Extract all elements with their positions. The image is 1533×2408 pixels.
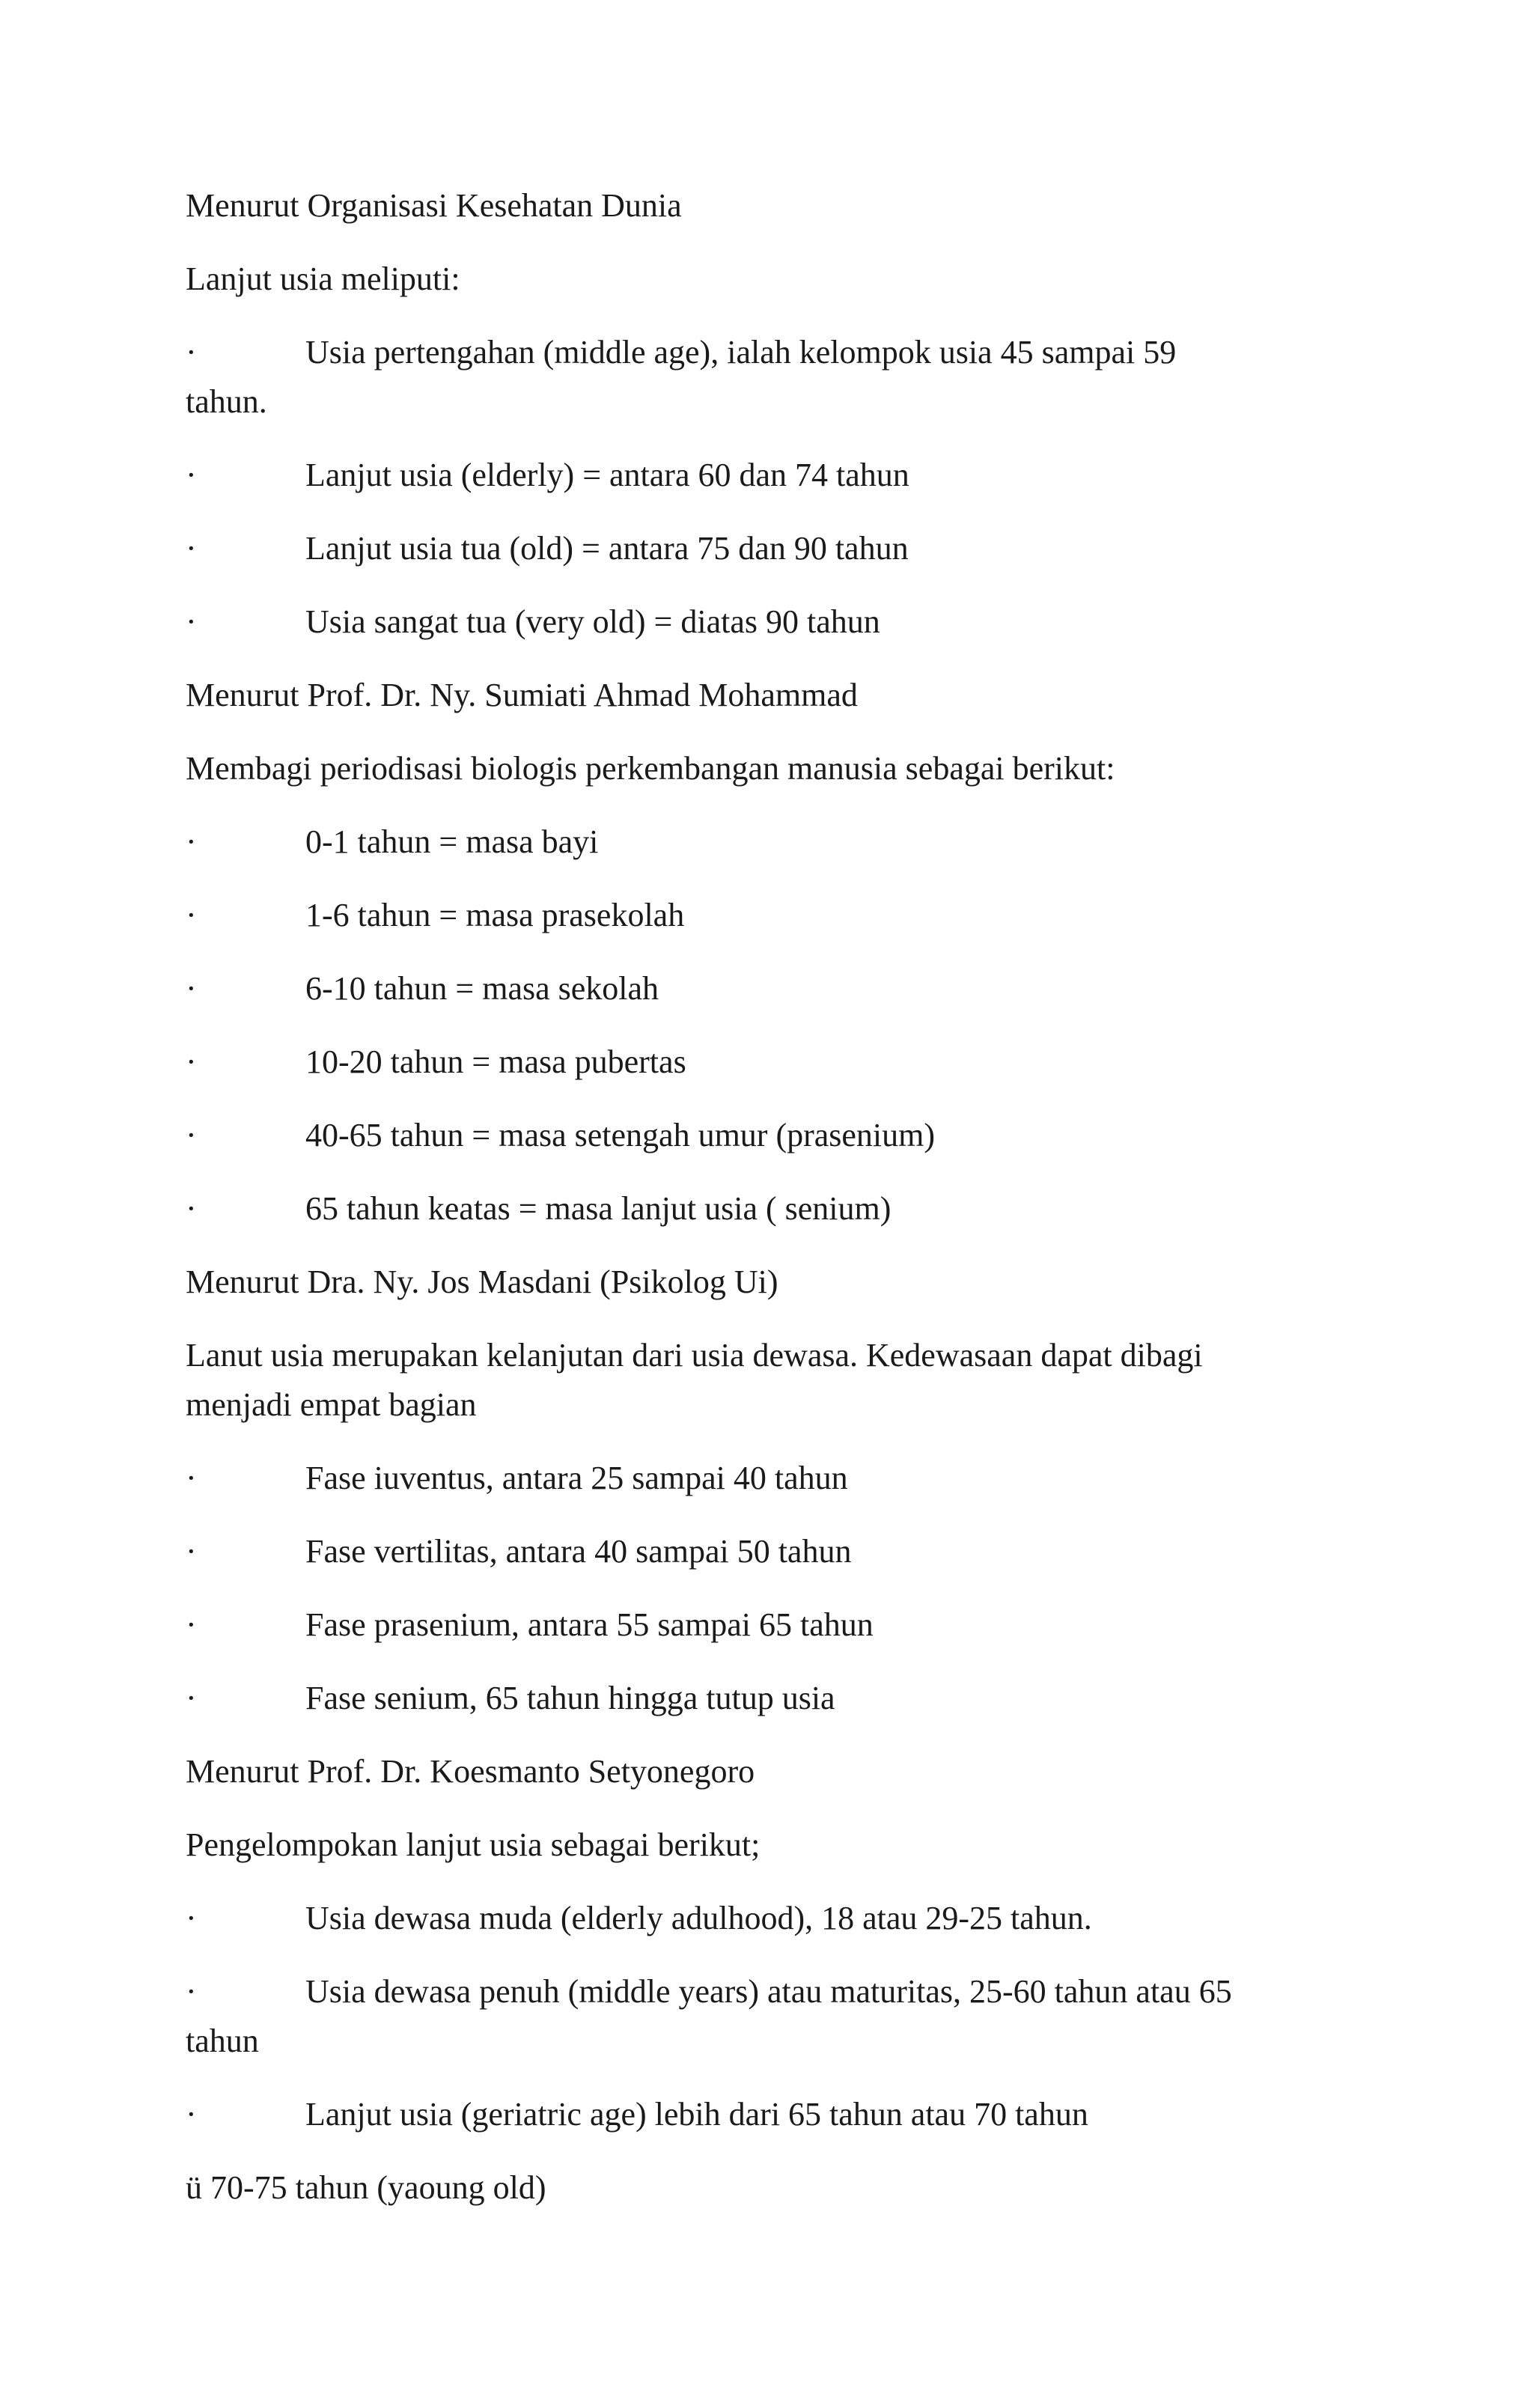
paragraph-intro-sumiati-text: Membagi periodisasi biologis perkembangan manusia sebagai berikut: [186, 750, 1115, 787]
paragraph-intro-sumiati [186, 744, 1353, 793]
list-item-text: 1-6 tahun = masa prasekolah [305, 897, 685, 933]
bullet-icon: · [186, 1973, 197, 2010]
bullet-icon: · [186, 1043, 197, 1080]
list-item-young-old [186, 2163, 1353, 2213]
list-item-text: Fase prasenium, antara 55 sampai 65 tahun [305, 1606, 874, 1643]
list-item-text: tahun [186, 2023, 259, 2059]
list-item-dewasa-muda [186, 1894, 1353, 1943]
bullet-icon: · [186, 1606, 197, 1643]
list-item-text: 6-10 tahun = masa sekolah [305, 970, 659, 1007]
bullet-icon: · [186, 970, 197, 1007]
list-item-text: 65 tahun keatas = masa lanjut usia ( senium) [305, 1190, 892, 1227]
heading-masdani-text: Menurut Dra. Ny. Jos Masdani (Psikolog Ui) [186, 1264, 778, 1300]
list-item-dewasa-penuh [186, 1967, 1353, 2017]
list-item-text: Fase vertilitas, antara 40 sampai 50 tahun [305, 1533, 852, 1570]
list-item-lanjut-usia [186, 1184, 1353, 1234]
list-item-middle-age [186, 328, 1353, 377]
list-item-text: 0-1 tahun = masa bayi [305, 823, 599, 860]
list-item-pubertas [186, 1037, 1353, 1087]
list-item-text: Usia dewasa penuh (middle years) atau maturitas, 25-60 tahun atau 65 [305, 1973, 1232, 2010]
heading-koesmanto-text: Menurut Prof. Dr. Koesmanto Setyonegoro [186, 1753, 755, 1790]
bullet-icon: · [186, 334, 197, 371]
list-item-prasenium [186, 1600, 1353, 1650]
bullet-icon: · [186, 2096, 197, 2133]
list-item-text: Usia pertengahan (middle age), ialah kelompok usia 45 sampai 59 [305, 334, 1177, 371]
list-item-text: Fase senium, 65 tahun hingga tutup usia [305, 1680, 835, 1716]
bullet-icon: · [186, 1533, 197, 1570]
list-item-middle-age-continuation [186, 377, 1353, 427]
bullet-icon: · [186, 1900, 197, 1936]
paragraph-intro-masdani-text: menjadi empat bagian [186, 1386, 477, 1423]
bullet-icon: · [186, 897, 197, 933]
bullet-icon: · [186, 1190, 197, 1227]
list-item-text: ü 70-75 tahun (yaoung old) [186, 2169, 546, 2206]
bullet-icon: · [186, 823, 197, 860]
heading-koesmanto [186, 1747, 1353, 1796]
list-item-text: Lanjut usia (geriatric age) lebih dari 65 tahun atau 70 tahun [305, 2096, 1088, 2133]
heading-who [186, 181, 1353, 231]
list-item-dewasa-penuh-continuation [186, 2017, 1353, 2066]
paragraph-intro-who-text: Lanjut usia meliputi: [186, 260, 460, 297]
list-item-text: Lanjut usia (elderly) = antara 60 dan 74 tahun [305, 457, 909, 493]
list-item-text: 40-65 tahun = masa setengah umur (prasenium) [305, 1117, 936, 1153]
list-item-text: tahun. [186, 383, 267, 420]
list-item-old [186, 524, 1353, 573]
paragraph-intro-koesmanto [186, 1820, 1353, 1870]
list-item-iuventus [186, 1454, 1353, 1503]
list-item-text: Lanjut usia tua (old) = antara 75 dan 90 tahun [305, 530, 909, 567]
list-item-senium [186, 1674, 1353, 1723]
bullet-icon: · [186, 1117, 197, 1153]
bullet-icon: · [186, 603, 197, 640]
bullet-icon: · [186, 1680, 197, 1716]
list-item-setengah-umur [186, 1111, 1353, 1160]
list-item-very-old [186, 597, 1353, 647]
list-item-bayi [186, 817, 1353, 867]
paragraph-intro-masdani [186, 1331, 1353, 1380]
paragraph-intro-koesmanto-text: Pengelompokan lanjut usia sebagai berikut; [186, 1826, 761, 1863]
list-item-geriatric [186, 2090, 1353, 2139]
list-item-sekolah [186, 964, 1353, 1014]
list-item-vertilitas [186, 1527, 1353, 1576]
heading-masdani [186, 1258, 1353, 1307]
bullet-icon: · [186, 530, 197, 567]
paragraph-intro-masdani-text: Lanut usia merupakan kelanjutan dari usia dewasa. Kedewasaan dapat dibagi [186, 1337, 1203, 1374]
heading-sumiati [186, 671, 1353, 720]
heading-who-text: Menurut Organisasi Kesehatan Dunia [186, 187, 682, 224]
heading-sumiati-text: Menurut Prof. Dr. Ny. Sumiati Ahmad Mohammad [186, 677, 858, 713]
paragraph-intro-masdani-continuation [186, 1380, 1353, 1430]
list-item-text: 10-20 tahun = masa pubertas [305, 1043, 686, 1080]
list-item-text: Fase iuventus, antara 25 sampai 40 tahun [305, 1460, 848, 1496]
bullet-icon: · [186, 457, 197, 493]
list-item-prasekolah [186, 891, 1353, 940]
paragraph-intro-who [186, 254, 1353, 304]
list-item-text: Usia dewasa muda (elderly adulhood), 18 atau 29-25 tahun. [305, 1900, 1092, 1936]
bullet-icon: · [186, 1460, 197, 1496]
list-item-elderly [186, 451, 1353, 500]
list-item-text: Usia sangat tua (very old) = diatas 90 tahun [305, 603, 880, 640]
